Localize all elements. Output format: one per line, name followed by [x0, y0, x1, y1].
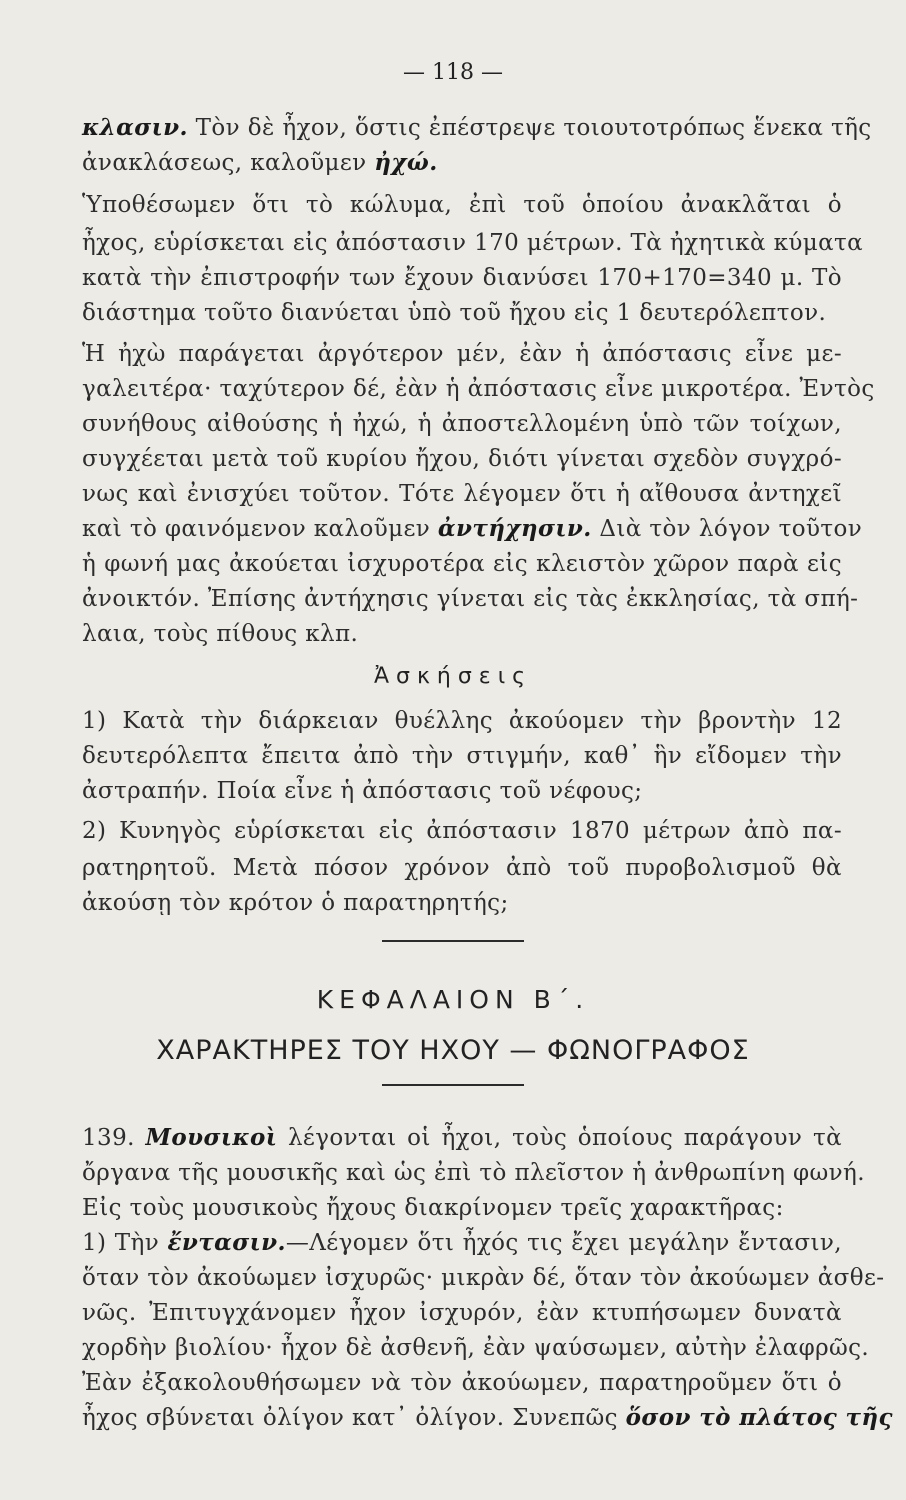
text-line	[82, 551, 842, 577]
text-line	[82, 586, 859, 612]
text-line	[82, 708, 842, 734]
text-line	[82, 1300, 842, 1326]
text-run: 139.	[82, 1125, 146, 1151]
text-run: ρατηρητοῦ. Μετὰ πόσον χρόνον ἀπὸ τοῦ πυροβολισμοῦ θὰ	[82, 855, 842, 881]
text-line	[82, 192, 842, 218]
text-run: —Λέγομεν ὅτι ἦχός τις ἔχει μεγάλην ἔντασιν,	[285, 1230, 842, 1256]
exercises-heading: Ἀσκήσεις	[373, 664, 533, 689]
text-line	[82, 890, 842, 916]
text-run: γαλειτέρα· ταχύτερον δέ, ἐὰν ἡ ἀπόστασις εἶνε μικροτέρα. Ἐντὸς	[82, 376, 875, 402]
text-line	[82, 376, 875, 402]
text-line	[82, 621, 842, 647]
text-line	[82, 150, 842, 176]
text-run: νῶς. Ἐπιτυγχάνομεν ἦχον ἰσχυρόν, ἐὰν κτυπήσωμεν δυνατὰ	[82, 1300, 842, 1326]
text-run: λέγονται οἱ ἦχοι, τοὺς ὁποίους παράγουν τὰ	[277, 1125, 842, 1151]
text-line	[82, 446, 842, 472]
section-divider	[382, 940, 524, 942]
text-run: Τὸν δὲ ἦχον, ὅστις ἐπέστρεψε τοιουτοτρόπως ἕνεκα τῆς	[187, 115, 872, 141]
text-line	[82, 743, 842, 769]
text-line	[82, 300, 842, 326]
text-run: συγχέεται μετὰ τοῦ κυρίου ἤχου, διότι γίνεται σχεδὸν συγχρό-	[82, 446, 842, 472]
text-run: διάστημα τοῦτο διανύεται ὑπὸ τοῦ ἤχου εἰς 1 δευτερόλεπτον.	[82, 300, 827, 326]
text-run: ἀνακλάσεως, καλοῦμεν	[82, 150, 375, 176]
text-line	[82, 855, 842, 881]
text-line	[82, 114, 872, 141]
text-line	[82, 341, 842, 367]
text-line	[82, 411, 842, 437]
text-run: καὶ τὸ φαινόμενον καλοῦμεν	[82, 516, 438, 542]
text-line	[82, 265, 842, 291]
text-run: 1) Τὴν	[82, 1230, 168, 1256]
text-line	[82, 1265, 885, 1291]
text-run: ὅταν τὸν ἀκούωμεν ἰσχυρῶς· μικρὰν δέ, ὅταν τὸν ἀκούωμεν ἀσθε-	[82, 1265, 885, 1291]
text-line	[82, 1335, 870, 1361]
text-run: Διὰ τὸν λόγον τοῦτον	[591, 516, 863, 542]
emphasized-term: ἔντασιν.	[167, 1229, 286, 1256]
text-run: κατὰ τὴν ἐπιστροφήν των ἔχουν διανύσει 170+170=340 μ. Τὸ	[82, 265, 842, 291]
text-line	[82, 1125, 842, 1151]
text-run: νως καὶ ἐνισχύει τοῦτον. Τότε λέγομεν ὅτι ἡ αἴθουσα ἀντηχεῖ	[82, 481, 842, 507]
text-run: λαια, τοὺς πίθους κλπ.	[82, 621, 359, 647]
text-run: ἀστραπήν. Ποία εἶνε ἡ ἀπόστασις τοῦ νέφους;	[82, 778, 643, 804]
text-run: ἦχος, εὑρίσκεται εἰς ἀπόστασιν 170 μέτρων. Τὰ ἠχητικὰ κύματα	[82, 230, 864, 256]
text-run: ἡ φωνή μας ἀκούεται ἰσχυροτέρα εἰς κλειστὸν χῶρον παρὰ εἰς	[82, 551, 842, 577]
page-number: — 118 —	[403, 60, 503, 85]
emphasized-term: κλασιν.	[82, 114, 188, 141]
text-line	[82, 230, 864, 256]
text-run: Ἡ ἠχὼ παράγεται ἀργότερον μέν, ἐὰν ἡ ἀπόστασις εἶνε με-	[82, 341, 842, 367]
chapter-title: ΚΕΦΑΛΑΙΟΝ Β΄.	[316, 985, 590, 1014]
text-run: συνήθους αἰθούσης ἡ ἠχώ, ἡ ἀποστελλομένη ὑπὸ τῶν τοίχων,	[82, 411, 842, 437]
text-run: Εἰς τοὺς μουσικοὺς ἤχους διακρίνομεν τρεῖς χαρακτῆρας:	[82, 1195, 784, 1221]
text-run: Ἐὰν ἐξακολουθήσωμεν νὰ τὸν ἀκούωμεν, παρατηροῦμεν ὅτι ὁ	[82, 1370, 842, 1396]
text-run: ἦχος σβύνεται ὀλίγον κατ᾽ ὀλίγον. Συνεπῶς	[82, 1405, 626, 1431]
emphasized-term: ὅσον τὸ πλάτος τῆς	[625, 1404, 893, 1431]
text-line	[82, 818, 842, 844]
text-run: ἀνοικτόν. Ἐπίσης ἀντήχησις γίνεται εἰς τὰς ἐκκλησίας, τὰ σπή-	[82, 586, 859, 612]
chapter-subtitle: ΧΑΡΑΚΤΗΡΕΣ ΤΟΥ ΗΧΟΥ — ΦΩΝΟΓΡΑΦΟΣ	[156, 1035, 750, 1066]
text-run: ἀκούσῃ τὸν κρότον ὁ παρατηρητής;	[82, 890, 509, 916]
emphasized-term: Μουσικοὶ	[145, 1124, 278, 1151]
text-line	[82, 1160, 865, 1186]
emphasized-term: ἠχώ.	[374, 149, 438, 176]
text-line	[82, 1195, 842, 1221]
text-line	[82, 481, 842, 507]
text-run: 1) Κατὰ τὴν διάρκειαν θυέλλης ἀκούομεν τὴν βροντὴν 12	[82, 708, 842, 734]
text-run: δευτερόλεπτα ἔπειτα ἀπὸ τὴν στιγμήν, καθ᾽ ἣν εἴδομεν τὴν	[82, 743, 842, 769]
text-line	[82, 778, 842, 804]
subtitle-divider	[382, 1084, 524, 1086]
text-run: 2) Κυνηγὸς εὑρίσκεται εἰς ἀπόστασιν 1870 μέτρων ἀπὸ πα-	[82, 818, 842, 844]
text-line	[82, 515, 863, 542]
text-run: Ὑποθέσωμεν ὅτι τὸ κώλυμα, ἐπὶ τοῦ ὁποίου ἀνακλᾶται ὁ	[82, 192, 842, 218]
text-line	[82, 1404, 893, 1431]
text-run: ὄργανα τῆς μουσικῆς καὶ ὡς ἐπὶ τὸ πλεῖστον ἡ ἀνθρωπίνη φωνή.	[82, 1160, 865, 1186]
text-run: χορδὴν βιολίου· ἦχον δὲ ἀσθενῆ, ἐὰν ψαύσωμεν, αὐτὴν ἐλαφρῶς.	[82, 1335, 870, 1361]
emphasized-term: ἀντήχησιν.	[437, 515, 592, 542]
text-line	[82, 1230, 842, 1256]
text-line	[82, 1370, 842, 1396]
